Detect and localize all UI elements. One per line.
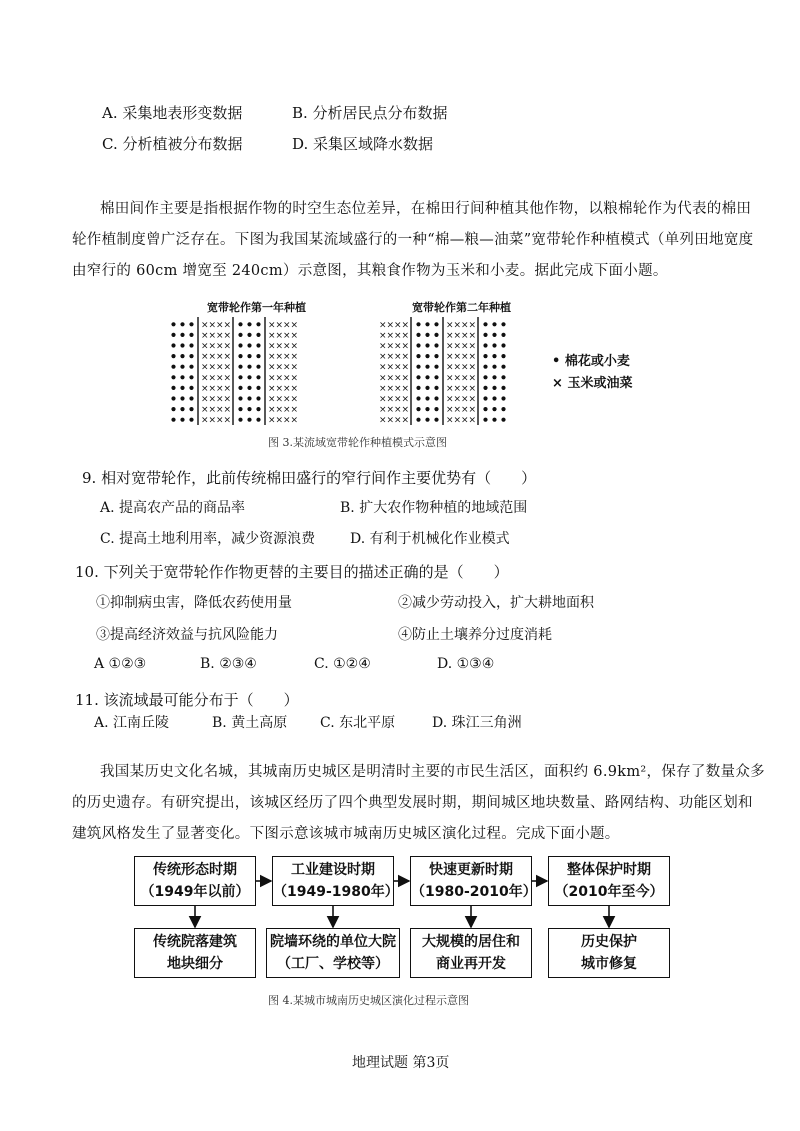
crop-cross: ×	[215, 415, 224, 425]
q10-option-c: C. ①②④	[314, 656, 371, 672]
q10-statement-1: ①抑制病虫害，降低农药使用量	[96, 595, 292, 611]
crop-cross: ×	[267, 415, 276, 425]
crop-cross: ×	[275, 373, 284, 384]
q9-option-a: A. 提高农产品的商品率	[100, 500, 246, 516]
feature-4-line1: 历史保护	[581, 934, 637, 950]
crop-cross: ×	[200, 415, 209, 425]
feature-1-line1: 传统院落建筑	[153, 934, 237, 950]
crop-cross: ×	[200, 383, 209, 394]
crop-cross: ×	[282, 373, 291, 384]
crop-cross: ×	[267, 373, 276, 384]
crop-cross: ×	[200, 373, 209, 384]
q10-statement-2: ②减少劳动投入，扩大耕地面积	[398, 595, 594, 611]
feature-1-line2: 地块细分	[167, 956, 223, 972]
crop-cross: ×	[215, 394, 224, 405]
crop-cross: ×	[460, 415, 469, 425]
crop-cross: ×	[453, 373, 462, 384]
intro1-line1: 棉田间作主要是指根据作物的时空生态位差异，在棉田行间种植其他作物，以粮棉轮作为代表的棉田	[100, 201, 752, 217]
q10-stem: 10. 下列关于宽带轮作作物更替的主要目的描述正确的是（ ）	[75, 563, 509, 581]
crop-cross: ×	[393, 352, 402, 363]
crop-cross: ×	[290, 330, 299, 341]
crop-cross: ×	[401, 320, 410, 331]
crop-cross: ×	[468, 415, 477, 425]
q11-option-a: A. 江南丘陵	[94, 715, 170, 731]
feature-3-line1: 大规模的居住和	[422, 934, 520, 950]
crop-cross: ×	[275, 362, 284, 373]
crop-cross: ×	[453, 362, 462, 373]
cross-icon: ×	[552, 376, 563, 391]
crop-cross: ×	[282, 405, 291, 416]
crop-cross: ×	[215, 352, 224, 363]
crop-cross: ×	[468, 383, 477, 394]
crop-cross: ×	[460, 341, 469, 352]
q9-stem: 9. 相对宽带轮作，此前传统棉田盛行的窄行间作主要优势有（ ）	[82, 469, 537, 487]
crop-cross: ×	[267, 405, 276, 416]
q9-option-b: B. 扩大农作物种植的地域范围	[340, 500, 528, 516]
crop-cross: ×	[208, 394, 217, 405]
crop-cross: ×	[215, 405, 224, 416]
crop-cross: ×	[290, 394, 299, 405]
crop-cross: ×	[460, 362, 469, 373]
crop-cross: ×	[208, 341, 217, 352]
crop-cross: ×	[215, 373, 224, 384]
q9-option-d: D. 有利于机械化作业模式	[350, 531, 510, 547]
q8-option-b: B. 分析居民点分布数据	[292, 104, 448, 122]
crop-cross: ×	[453, 341, 462, 352]
crop-cross: ×	[401, 383, 410, 394]
crop-cross: ×	[401, 362, 410, 373]
crop-cross: ×	[282, 330, 291, 341]
crop-cross: ×	[386, 320, 395, 331]
crop-cross: ×	[282, 394, 291, 405]
period-1-years: （1949年以前）	[140, 884, 250, 900]
figure3-title-year2: 宽带轮作第二年种植	[412, 301, 511, 314]
q10-option-a: A ①②③	[94, 656, 147, 672]
crop-cross: ×	[223, 415, 232, 425]
crop-cross: ×	[468, 373, 477, 384]
crop-cross: ×	[386, 383, 395, 394]
page-footer: 地理试题 第3页	[352, 1055, 450, 1071]
q8-option-a: A. 采集地表形变数据	[102, 104, 243, 122]
crop-cross: ×	[386, 394, 395, 405]
crop-cross: ×	[275, 352, 284, 363]
crop-cross: ×	[393, 320, 402, 331]
period-4-years: （2010年至今）	[554, 884, 664, 900]
crop-cross: ×	[208, 415, 217, 425]
crop-cross: ×	[275, 415, 284, 425]
crop-cross: ×	[267, 394, 276, 405]
crop-cross: ×	[453, 330, 462, 341]
crop-cross: ×	[200, 320, 209, 331]
crop-cross: ×	[468, 362, 477, 373]
crop-cross: ×	[445, 394, 454, 405]
crop-cross: ×	[275, 330, 284, 341]
crop-cross: ×	[445, 415, 454, 425]
feature-2-line2: （工厂、学校等）	[277, 956, 389, 972]
crop-cross: ×	[378, 341, 387, 352]
crop-cross: ×	[200, 394, 209, 405]
crop-cross: ×	[386, 330, 395, 341]
crop-cross: ×	[208, 330, 217, 341]
crop-cross: ×	[215, 341, 224, 352]
crop-cross: ×	[445, 341, 454, 352]
q10-statement-4: ④防止土壤养分过度消耗	[398, 627, 552, 643]
figure3-caption: 图 3.某流域宽带轮作种植模式示意图	[268, 436, 447, 449]
q10-statement-3: ③提高经济效益与抗风险能力	[96, 627, 278, 643]
crop-cross: ×	[275, 383, 284, 394]
crop-cross: ×	[445, 352, 454, 363]
crop-cross: ×	[223, 330, 232, 341]
q9-option-c: C. 提高土地利用率，减少资源浪费	[100, 531, 316, 547]
crop-cross: ×	[401, 330, 410, 341]
crop-cross: ×	[267, 330, 276, 341]
crop-cross: ×	[290, 383, 299, 394]
crop-cross: ×	[378, 383, 387, 394]
feature-2-line1: 院墙环绕的单位大院	[270, 934, 396, 950]
crop-cross: ×	[267, 383, 276, 394]
figure3-title-year1: 宽带轮作第一年种植	[207, 301, 306, 314]
crop-cross: ×	[378, 394, 387, 405]
period-3-years: （1980-2010年）	[411, 884, 537, 900]
crop-cross: ×	[378, 320, 387, 331]
crop-cross: ×	[386, 405, 395, 416]
crop-cross: ×	[290, 320, 299, 331]
crop-cross: ×	[223, 352, 232, 363]
figure4-caption: 图 4.某城市城南历史城区演化过程示意图	[268, 994, 469, 1007]
q10-option-d: D. ①③④	[437, 656, 495, 672]
crop-cross: ×	[378, 330, 387, 341]
q8-option-c: C. 分析植被分布数据	[102, 135, 243, 153]
crop-cross: ×	[401, 394, 410, 405]
crop-cross: ×	[200, 341, 209, 352]
crop-cross: ×	[200, 352, 209, 363]
period-1-name: 传统形态时期	[153, 862, 237, 878]
period-3-name: 快速更新时期	[429, 862, 513, 878]
crop-cross: ×	[445, 373, 454, 384]
crop-cross: ×	[282, 341, 291, 352]
crop-cross: ×	[460, 394, 469, 405]
crop-cross: ×	[386, 341, 395, 352]
crop-cross: ×	[401, 415, 410, 425]
crop-cross: ×	[200, 330, 209, 341]
crop-cross: ×	[282, 320, 291, 331]
crop-cross: ×	[453, 320, 462, 331]
crop-cross: ×	[460, 383, 469, 394]
crop-cross: ×	[223, 373, 232, 384]
crop-cross: ×	[445, 383, 454, 394]
crop-cross: ×	[275, 405, 284, 416]
crop-cross: ×	[460, 320, 469, 331]
crop-cross: ×	[223, 320, 232, 331]
crop-cross: ×	[378, 352, 387, 363]
crop-cross: ×	[401, 373, 410, 384]
crop-cross: ×	[393, 415, 402, 425]
crop-cross: ×	[223, 383, 232, 394]
crop-cross: ×	[468, 394, 477, 405]
crop-cross: ×	[223, 362, 232, 373]
crop-cross: ×	[468, 320, 477, 331]
crop-cross: ×	[267, 341, 276, 352]
crop-cross: ×	[460, 352, 469, 363]
crop-cross: ×	[215, 330, 224, 341]
crop-cross: ×	[453, 415, 462, 425]
crop-cross: ×	[401, 352, 410, 363]
crop-cross: ×	[282, 362, 291, 373]
crop-cross: ×	[460, 405, 469, 416]
crop-cross: ×	[275, 341, 284, 352]
dot-icon: •	[552, 354, 561, 369]
crop-cross: ×	[290, 405, 299, 416]
crop-cross: ×	[445, 362, 454, 373]
crop-cross: ×	[378, 415, 387, 425]
crop-cross: ×	[275, 320, 284, 331]
crop-cross: ×	[393, 405, 402, 416]
crop-cross: ×	[453, 394, 462, 405]
legend-x-label: 玉米或油菜	[567, 376, 633, 391]
crop-cross: ×	[445, 320, 454, 331]
crop-cross: ×	[290, 362, 299, 373]
q11-option-c: C. 东北平原	[320, 715, 396, 731]
q11-stem: 11. 该流域最可能分布于（ ）	[75, 691, 299, 709]
crop-cross: ×	[393, 383, 402, 394]
legend-dot-label: 棉花或小麦	[564, 354, 630, 369]
crop-cross: ×	[208, 362, 217, 373]
crop-cross: ×	[378, 373, 387, 384]
crop-cross: ×	[460, 330, 469, 341]
crop-cross: ×	[215, 320, 224, 331]
period-2-years: （1949-1980年）	[273, 884, 399, 900]
intro2-line1: 我国某历史文化名城，其城南历史城区是明清时主要的市民生活区，面积约 6.9km²，保存了数量众多	[100, 764, 765, 780]
crop-cross: ×	[200, 405, 209, 416]
crop-cross: ×	[393, 373, 402, 384]
crop-cross: ×	[200, 362, 209, 373]
crop-cross: ×	[223, 394, 232, 405]
crop-cross: ×	[453, 352, 462, 363]
crop-cross: ×	[267, 362, 276, 373]
crop-cross: ×	[208, 320, 217, 331]
crop-cross: ×	[386, 352, 395, 363]
intro2-line3: 建筑风格发生了显著变化。下图示意该城市城南历史城区演化过程。完成下面小题。	[72, 826, 620, 842]
crop-cross: ×	[208, 383, 217, 394]
intro1-line3: 由窄行的 60cm 增宽至 240cm）示意图，其粮食作物为玉米和小麦。据此完成下面小题。	[72, 263, 668, 279]
crop-cross: ×	[208, 405, 217, 416]
crop-cross: ×	[290, 415, 299, 425]
crop-cross: ×	[267, 352, 276, 363]
crop-cross: ×	[468, 405, 477, 416]
period-2-name: 工业建设时期	[291, 862, 375, 878]
crop-cross: ×	[208, 352, 217, 363]
crop-cross: ×	[215, 362, 224, 373]
crop-cross: ×	[468, 330, 477, 341]
crop-cross: ×	[393, 394, 402, 405]
q10-option-b: B. ②③④	[200, 656, 257, 672]
crop-cross: ×	[290, 373, 299, 384]
crop-cross: ×	[468, 341, 477, 352]
crop-cross: ×	[401, 341, 410, 352]
crop-cross: ×	[290, 352, 299, 363]
q11-option-b: B. 黄土高原	[212, 715, 288, 731]
feature-4-line2: 城市修复	[581, 956, 637, 972]
feature-3-line2: 商业再开发	[436, 956, 506, 972]
crop-cross: ×	[401, 405, 410, 416]
crop-cross: ×	[223, 405, 232, 416]
crop-cross: ×	[215, 383, 224, 394]
q11-option-d: D. 珠江三角洲	[432, 715, 522, 731]
crop-cross: ×	[393, 362, 402, 373]
crop-cross: ×	[460, 373, 469, 384]
crop-cross: ×	[393, 341, 402, 352]
crop-cross: ×	[290, 341, 299, 352]
period-4-name: 整体保护时期	[567, 862, 651, 878]
crop-cross: ×	[393, 330, 402, 341]
crop-cross: ×	[378, 362, 387, 373]
crop-cross: ×	[208, 373, 217, 384]
crop-cross: ×	[386, 373, 395, 384]
crop-cross: ×	[282, 415, 291, 425]
crop-cross: ×	[386, 415, 395, 425]
crop-cross: ×	[445, 405, 454, 416]
crop-cross: ×	[282, 383, 291, 394]
crop-cross: ×	[223, 341, 232, 352]
crop-cross: ×	[378, 405, 387, 416]
intro2-line2: 的历史遗存。有研究提出，该城区经历了四个典型发展时期，期间城区地块数量、路网结构、功能区划和	[72, 795, 753, 811]
crop-cross: ×	[386, 362, 395, 373]
q8-option-d: D. 采集区域降水数据	[292, 135, 434, 153]
crop-cross: ×	[445, 330, 454, 341]
crop-cross: ×	[468, 352, 477, 363]
crop-cross: ×	[282, 352, 291, 363]
crop-cross: ×	[453, 405, 462, 416]
crop-cross: ×	[275, 394, 284, 405]
intro1-line2: 轮作植制度曾广泛存在。下图为我国某流域盛行的一种“棉—粮—油菜”宽带轮作种植模式（单列田地宽度	[72, 232, 754, 248]
crop-cross: ×	[267, 320, 276, 331]
crop-cross: ×	[453, 383, 462, 394]
